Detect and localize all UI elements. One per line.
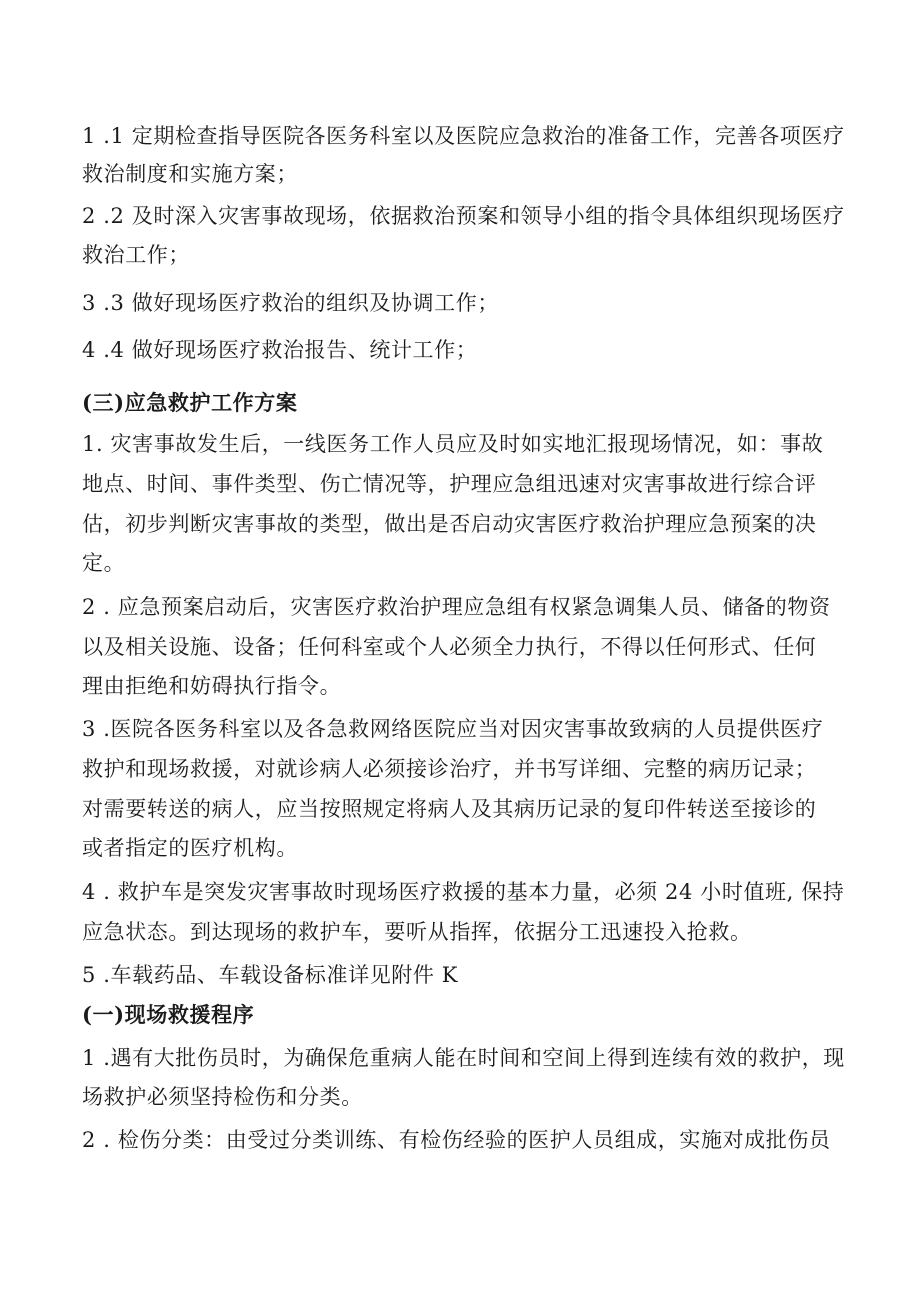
text-line: 2 . 检伤分类：由受过分类训练、有检伤经验的医护人员组成，实施对成批伤员 xyxy=(82,1128,831,1152)
text-line: 定。 xyxy=(82,551,126,575)
text-line: 救治制度和实施方案； xyxy=(82,162,298,186)
text-line: 以及相关设施、设备；任何科室或个人必须全力执行，不得以任何形式、任何 xyxy=(82,635,817,659)
text-line: 场救护必须坚持检伤和分类。 xyxy=(82,1085,363,1109)
text-line: 1 .遇有大批伤员时，为确保危重病人能在时间和空间上得到连续有效的救护，现 xyxy=(82,1046,845,1070)
text-line: 1 .1 定期检查指导医院各医务科室以及医院应急救治的准备工作，完善各项医疗 xyxy=(82,124,845,148)
text-line: 或者指定的医疗机构。 xyxy=(82,836,298,860)
text-line: 4 . 救护车是突发灾害事故时现场医疗救援的基本力量，必须 24 小时值班, 保持 xyxy=(82,880,845,904)
text-line: 5 .车载药品、车载设备标准详见附件 K xyxy=(82,963,459,987)
text-line: 1. 灾害事故发生后，一线医务工作人员应及时如实地汇报现场情况，如：事故 xyxy=(82,432,824,456)
text-line: 对需要转送的病人，应当按照规定将病人及其病历记录的复印件转送至接诊的 xyxy=(82,797,817,821)
text-line: 理由拒绝和妨碍执行指令。 xyxy=(82,674,342,698)
text-line: 救治工作； xyxy=(82,243,190,267)
text-line: 救护和现场救援，对就诊病人必须接诊治疗，并书写详细、完整的病历记录； xyxy=(82,757,817,781)
text-line: 地点、时间、事件类型、伤亡情况等，护理应急组迅速对灾害事故进行综合评 xyxy=(82,472,817,496)
text-line: 应急状态。到达现场的救护车，要听从指挥，依据分工迅速投入抢救。 xyxy=(82,920,752,944)
text-line: 2 .2 及时深入灾害事故现场，依据救治预案和领导小组的指令具体组织现场医疗 xyxy=(82,204,845,228)
text-line: 4 .4 做好现场医疗救治报告、统计工作； xyxy=(82,338,478,362)
text-line: 2 . 应急预案启动后，灾害医疗救治护理应急组有权紧急调集人员、储备的物资 xyxy=(82,595,831,619)
text-line: 估，初步判断灾害事故的类型，做出是否启动灾害医疗救治护理应急预案的决 xyxy=(82,512,817,536)
section-heading: (一)现场救援程序 xyxy=(82,1002,255,1027)
section-heading: (三)应急救护工作方案 xyxy=(82,390,298,415)
text-line: 3 .医院各医务科室以及各急救网络医院应当对因灾害事故致病的人员提供医疗 xyxy=(82,717,824,741)
text-line: 3 .3 做好现场医疗救治的组织及协调工作； xyxy=(82,291,499,315)
